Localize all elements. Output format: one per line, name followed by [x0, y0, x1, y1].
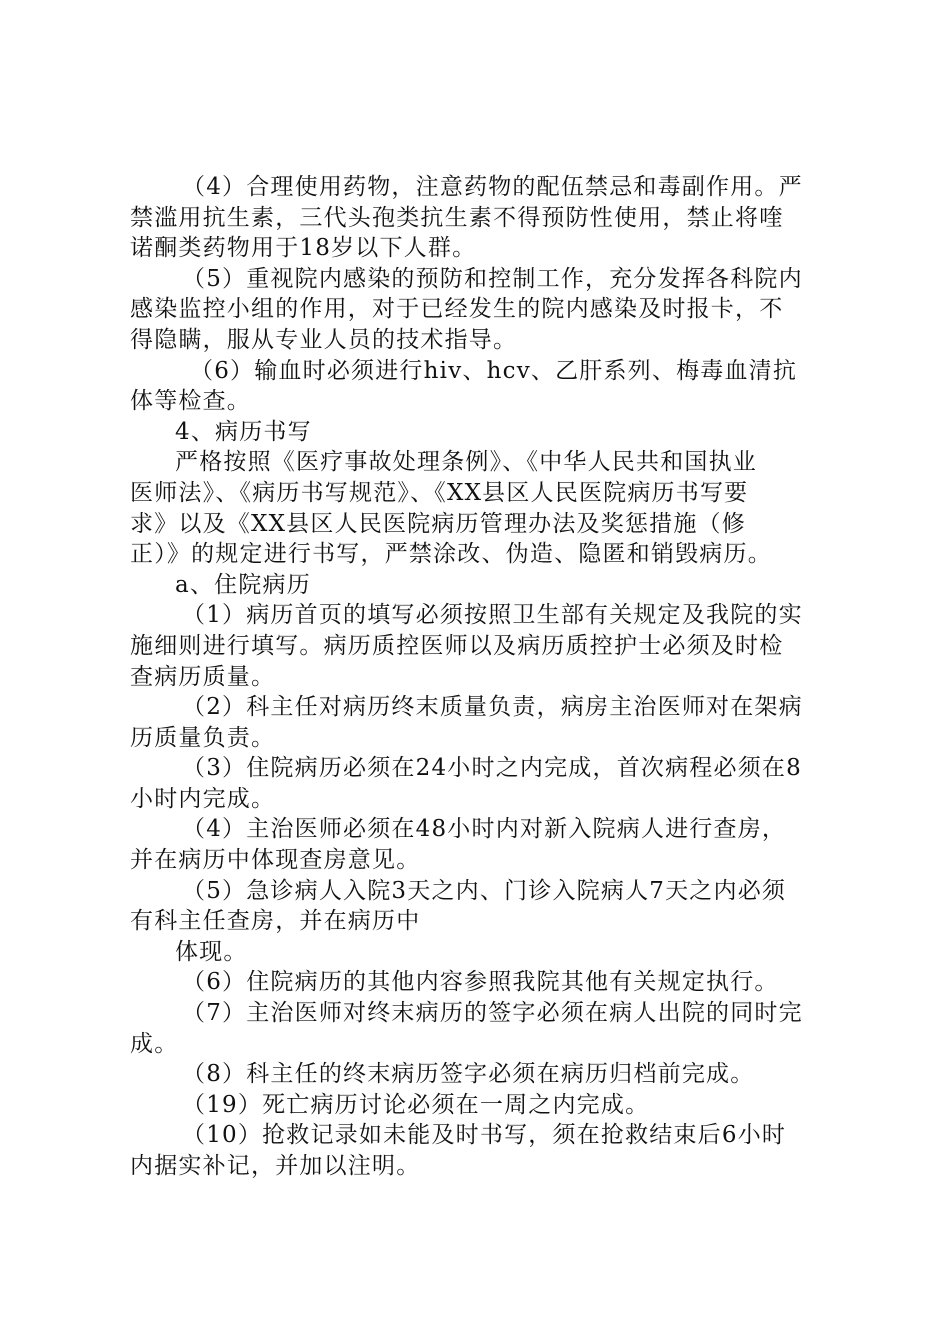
text-line: 禁滥用抗生素，三代头孢类抗生素不得预防性使用，禁止将喹 — [130, 204, 784, 231]
text-line: （2）科主任对病历终末质量负责，病房主治医师对在架病 — [182, 694, 803, 721]
text-line: 有科主任查房，并在病历中 — [130, 908, 421, 935]
document-page — [130, 172, 830, 1182]
text-line: 得隐瞒，服从专业人员的技术指导。 — [130, 326, 518, 353]
text-line: （6）住院病历的其他内容参照我院其他有关规定执行。 — [182, 969, 779, 996]
text-line: 成。 — [130, 1030, 179, 1057]
text-line: 医师法》、《病历书写规范》、《XX县区人民医院病历书写要 — [130, 479, 749, 506]
subsection-heading: a、住院病历 — [175, 571, 311, 598]
text-line: 体现。 — [175, 938, 248, 965]
text-line: （3）住院病历必须在24小时之内完成，首次病程必须在8 — [182, 755, 802, 782]
text-line: （6）输血时必须进行hiv、hcv、乙肝系列、梅毒血清抗 — [190, 357, 798, 384]
text-line: （19）死亡病历讨论必须在一周之内完成。 — [182, 1091, 650, 1118]
text-line: 求》以及《XX县区人民医院病历管理办法及奖惩措施（修 — [130, 510, 746, 537]
text-line: （4）主治医师必须在48小时内对新入院病人进行查房， — [182, 816, 787, 843]
text-line: 小时内完成。 — [130, 785, 276, 812]
text-line: 历质量负责。 — [130, 724, 276, 751]
section-heading: 4、病历书写 — [175, 418, 312, 445]
text-line: 严格按照《医疗事故处理条例》、《中华人民共和国执业 — [175, 449, 757, 476]
text-line: 查病历质量。 — [130, 663, 276, 690]
text-line: 并在病历中体现查房意见。 — [130, 847, 421, 874]
text-line: 正）》的规定进行书写，严禁涂改、伪造、隐匿和销毁病历。 — [130, 541, 772, 568]
text-line: （5）急诊病人入院3天之内、门诊入院病人7天之内必须 — [182, 877, 787, 904]
text-line: （5）重视院内感染的预防和控制工作，充分发挥各科院内 — [182, 265, 803, 292]
text-line: 内据实补记，并加以注明。 — [130, 1153, 421, 1179]
text-line: （7）主治医师对终末病历的签字必须在病人出院的同时完 — [182, 1000, 803, 1027]
text-line: （8）科主任的终末病历签字必须在病历归档前完成。 — [182, 1061, 755, 1088]
text-line: （10）抢救记录如未能及时书写，须在抢救结束后6小时 — [182, 1122, 787, 1149]
text-line: 施细则进行填写。病历质控医师以及病历质控护士必须及时检 — [130, 632, 784, 659]
text-line: （1）病历首页的填写必须按照卫生部有关规定及我院的实 — [182, 602, 803, 629]
text-line: 体等检查。 — [130, 388, 251, 415]
text-line: （4）合理使用药物，注意药物的配伍禁忌和毒副作用。严 — [182, 174, 803, 200]
text-line: 感染监控小组的作用，对于已经发生的院内感染及时报卡，不 — [130, 296, 784, 323]
text-line: 诺酮类药物用于18岁以下人群。 — [130, 235, 477, 262]
